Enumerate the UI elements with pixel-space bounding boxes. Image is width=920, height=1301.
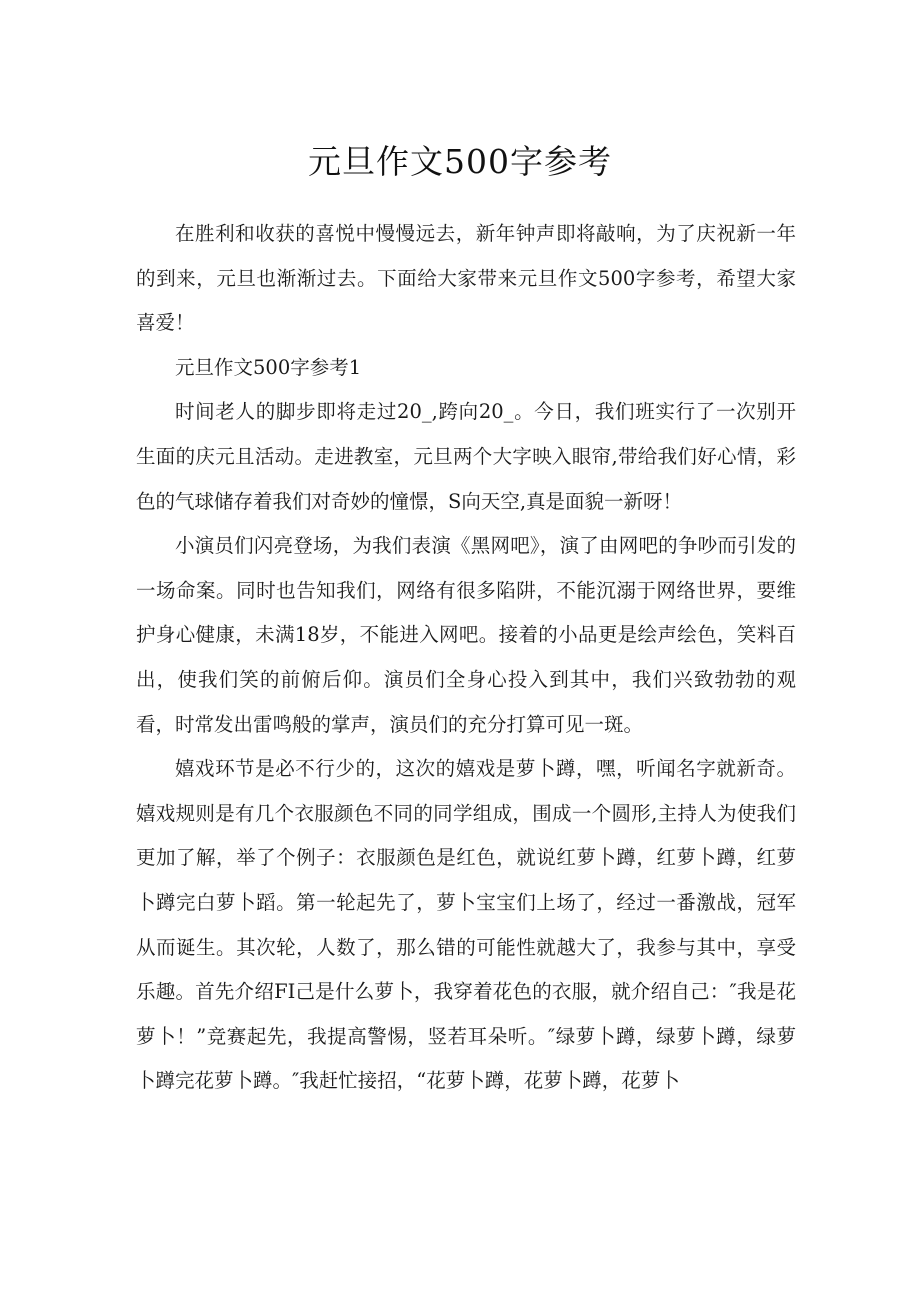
- intro-paragraph: 在胜利和收获的喜悦中慢慢远去，新年钟声即将敲响，为了庆祝新一年的到来，元旦也渐渐过去。下面给大家带来元旦作文500字参考，希望大家喜爱！: [136, 222, 796, 335]
- body-paragraph: 小演员们闪亮登场，为我们表演《黑网吧》，演了由网吧的争吵而引发的一场命案。同时也告知我们，网络有很多陷阱，不能沉溺于网络世界，要维护身心健康，未满18岁，不能进入网吧。接着的小品更是绘声绘色，笑料百出，使我们笑的前俯后仰。演员们全身心投入到其中，我们兴致勃勃的观看，时常发出雷鸣般的掌声，演员们的充分打算可见一斑。: [136, 534, 796, 736]
- document-title: 元旦作文500字参考: [308, 142, 612, 181]
- body-paragraph: 嬉戏环节是必不行少的，这次的嬉戏是萝卜蹲，嘿，听闻名字就新奇。嬉戏规则是有几个衣服颜色不同的同学组成，围成一个圆形,主持人为使我们更加了解，举了个例子：衣服颜色是红色，就说红萝卜蹲，红萝卜蹲，红萝卜蹲完白萝卜蹈。第一轮起先了，萝卜宝宝们上场了，经过一番激战，冠军从而诞生。其次轮，人数了，那么错的可能性就越大了，我参与其中，享受乐趣。首先介绍FI己是什么萝卜，我穿着花色的衣服，就介绍自己：″我是花萝卜！”竞赛起先，我提高警惕，竖若耳朵听。″绿萝卜蹲，绿萝卜蹲，绿萝卜蹲完花萝卜蹲。″我赶忙接招，“花萝卜蹲，花萝卜蹲，花萝卜: [136, 757, 796, 1093]
- document-body: [136, 212, 796, 1104]
- section-heading: 元旦作文500字参考1: [175, 355, 362, 379]
- body-paragraph: 时间老人的脚步即将走过20_,跨向20_。今日，我们班实行了一次别开生面的庆元且活动。走进教室，元旦两个大字映入眼帘,带给我们好心情，彩色的气球储存着我们对奇妙的憧憬，S向天空,真是面貌一新呀！: [136, 400, 796, 513]
